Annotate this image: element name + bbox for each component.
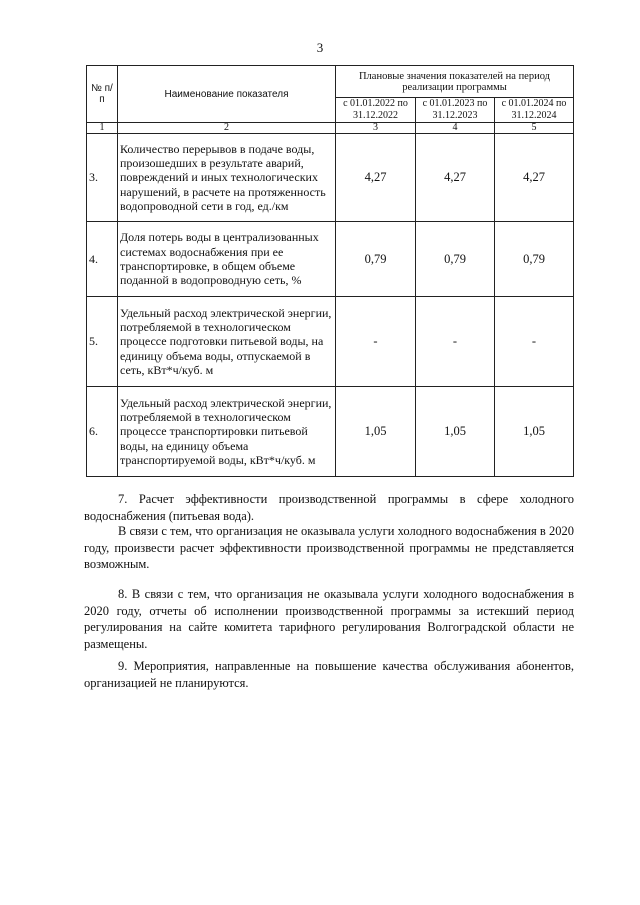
header-period-2024: с 01.01.2024 по 31.12.2024	[495, 98, 574, 123]
column-number-5: 5	[495, 123, 574, 134]
indicator-name: Доля потерь воды в централизованных системах водоснабжения при ее транспортировке, в общем объеме поданной в водопроводную сеть, %	[118, 222, 336, 297]
value-2022: 4,27	[336, 134, 416, 222]
value-2022: 0,79	[336, 222, 416, 297]
header-name: Наименование показателя	[118, 66, 336, 123]
value-2024: 4,27	[495, 134, 574, 222]
indicator-name: Количество перерывов в подаче воды, произошедших в результате аварий, повреждений и иных технологических нарушений, в расчете на протяженность водопроводной сети в год, ед./км	[118, 134, 336, 222]
column-number-2: 2	[118, 123, 336, 134]
paragraph-8: 8. В связи с тем, что организация не оказывала услуги холодного водоснабжения в 2020 году, отчеты об исполнении производственной программы за истекший период регулирования на сайте комитета тарифного регулирования Волгоградской области не размещены.	[84, 587, 574, 651]
paragraph-9: 9. Мероприятия, направленные на повышение качества обслуживания абонентов, организацией не планируются.	[84, 659, 574, 690]
value-2023: 1,05	[416, 387, 495, 477]
header-period-2022: с 01.01.2022 по 31.12.2022	[336, 98, 416, 123]
value-2024: 1,05	[495, 387, 574, 477]
table-row	[87, 222, 574, 297]
value-2024: -	[495, 297, 574, 387]
header-period-2023: с 01.01.2023 по 31.12.2023	[416, 98, 495, 123]
paragraph-7: 7. Расчет эффективности производственной программы в сфере холодного водоснабжения (питьевая вода).	[84, 492, 574, 523]
page-number: 3	[316, 40, 324, 55]
indicator-name: Удельный расход электрической энергии, потребляемой в технологическом процессе подготовки питьевой воды, на единицу объема воды, отпускаемой в сеть, кВт*ч/куб. м	[118, 297, 336, 387]
header-planned-values: Плановые значения показателей на период реализации программы	[336, 66, 574, 98]
indicators-table	[86, 65, 574, 477]
row-number: 4.	[87, 222, 118, 297]
table-row	[87, 297, 574, 387]
column-number-1: 1	[87, 123, 118, 134]
row-number: 6.	[87, 387, 118, 477]
value-2024: 0,79	[495, 222, 574, 297]
table-row	[87, 387, 574, 477]
column-number-4: 4	[416, 123, 495, 134]
paragraph-7-detail: В связи с тем, что организация не оказывала услуги холодного водоснабжения в 2020 году, произвести расчет эффективности производственной программы не представляется возможным.	[84, 524, 574, 571]
value-2022: -	[336, 297, 416, 387]
value-2023: -	[416, 297, 495, 387]
value-2023: 4,27	[416, 134, 495, 222]
row-number: 3.	[87, 134, 118, 222]
value-2023: 0,79	[416, 222, 495, 297]
value-2022: 1,05	[336, 387, 416, 477]
table-row	[87, 134, 574, 222]
header-number: № п/п	[87, 66, 118, 123]
indicator-name: Удельный расход электрической энергии, потребляемой в технологическом процессе транспортировки питьевой воды, на единицу объема транспортируемой воды, кВт*ч/куб. м	[118, 387, 336, 477]
column-number-3: 3	[336, 123, 416, 134]
row-number: 5.	[87, 297, 118, 387]
